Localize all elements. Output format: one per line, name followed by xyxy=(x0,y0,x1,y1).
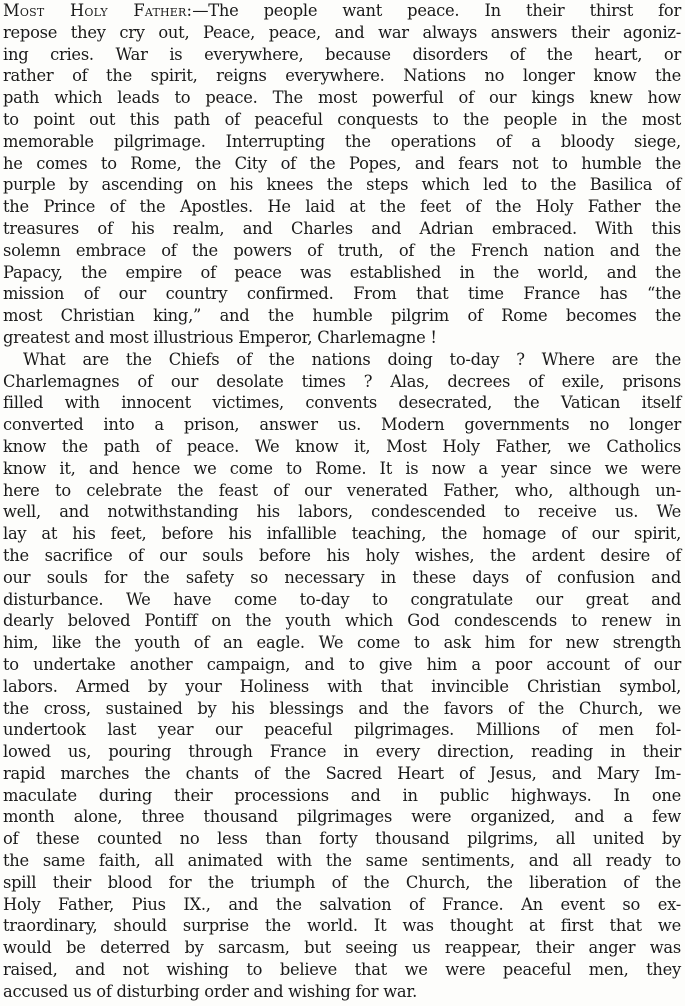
text-line: here to celebrate the feast of our venerated Father, who, although un- xyxy=(3,480,681,500)
text-line: ing cries. War is everywhere, because disorders of the heart, or xyxy=(3,44,681,64)
text-line: the cross, sustained by his blessings and the favors of the Church, we xyxy=(3,698,681,718)
text-line: What are the Chiefs of the nations doing to-day ? Where are the xyxy=(23,349,681,369)
text-line: greatest and most illustrious Emperor, Charlemagne ! xyxy=(3,327,437,347)
text-line: memorable pilgrimage. Interrupting the operations of a bloody siege, xyxy=(3,131,681,151)
text-line: he comes to Rome, the City of the Popes, and fears not to humble the xyxy=(3,153,681,173)
text-line: the sacrifice of our souls before his holy wishes, the ardent desire of xyxy=(3,545,681,565)
text-line: month alone, three thousand pilgrimages were organized, and a few xyxy=(3,807,681,827)
text-line: treasures of his realm, and Charles and Adrian embraced. With this xyxy=(3,218,681,238)
text-line: disturbance. We have come to-day to congratulate our great and xyxy=(3,589,681,609)
text-line: know it, and hence we come to Rome. It is now a year since we were xyxy=(3,458,681,478)
text-line: Charlemagnes of our desolate times ? Alas, decrees of exile, prisons xyxy=(3,371,681,391)
article-column xyxy=(3,0,681,1003)
text-line: rapid marches the chants of the Sacred Heart of Jesus, and Mary Im- xyxy=(3,763,681,783)
paragraph-1 xyxy=(3,0,681,349)
text-line: dearly beloved Pontiff on the youth which God condescends to renew in xyxy=(3,611,681,631)
text-line: spill their blood for the triumph of the Church, the liberation of the xyxy=(3,872,681,892)
text-line: of these counted no less than forty thousand pilgrims, all united by xyxy=(3,829,681,849)
text-line: solemn embrace of the powers of truth, of the French nation and the xyxy=(3,240,681,260)
text-line: converted into a prison, answer us. Modern governments no longer xyxy=(3,415,681,435)
text-line: traordinary, should surprise the world. It was thought at first that we xyxy=(3,916,681,936)
text-line: mission of our country confirmed. From that time France has “the xyxy=(3,284,681,304)
text-line: rather of the spirit, reigns everywhere. Nations no longer know the xyxy=(3,66,681,86)
text-line: purple by ascending on his knees the steps which led to the Basilica of xyxy=(3,175,681,195)
text-line: maculate during their processions and in public highways. In one xyxy=(3,785,681,805)
paragraph-2 xyxy=(3,349,681,1003)
text-line: the Prince of the Apostles. He laid at the feet of the Holy Father the xyxy=(3,197,681,217)
text-line: well, and notwithstanding his labors, condescended to receive us. We xyxy=(3,502,681,522)
salutation: Most Holy Father: xyxy=(3,1,193,20)
text-line xyxy=(3,0,681,22)
text-line: repose they cry out, Peace, peace, and war always answers their agoniz- xyxy=(3,22,681,42)
text-line: would be deterred by sarcasm, but seeing us reappear, their anger was xyxy=(3,938,681,958)
text-line: to point out this path of peaceful conquests to the people in the most xyxy=(3,109,681,129)
text-line: filled with innocent victimes, convents desecrated, the Vatican itself xyxy=(3,393,681,413)
text-line: Papacy, the empire of peace was established in the world, and the xyxy=(3,262,681,282)
line-text: —The people want peace. In their thirst for xyxy=(192,1,681,20)
text-line: raised, and not wishing to believe that we were peaceful men, they xyxy=(3,960,681,980)
text-line: most Christian king,” and the humble pilgrim of Rome becomes the xyxy=(3,306,681,326)
text-line: undertook last year our peaceful pilgrimages. Millions of men fol- xyxy=(3,720,681,740)
text-line: our souls for the safety so necessary in these days of confusion and xyxy=(3,567,681,587)
text-line: know the path of peace. We know it, Most Holy Father, we Catholics xyxy=(3,436,681,456)
text-line: Holy Father, Pius IX., and the salvation of France. An event so ex- xyxy=(3,894,681,914)
text-line: lay at his feet, before his infallible teaching, the homage of our spirit, xyxy=(3,524,681,544)
text-line: path which leads to peace. The most powerful of our kings knew how xyxy=(3,88,681,108)
text-line: lowed us, pouring through France in every direction, reading in their xyxy=(3,742,681,762)
text-line: the same faith, all animated with the same sentiments, and all ready to xyxy=(3,851,681,871)
text-line: accused us of disturbing order and wishing for war. xyxy=(3,981,418,1001)
text-line: to undertake another campaign, and to give him a poor account of our xyxy=(3,654,681,674)
text-line: him, like the youth of an eagle. We come to ask him for new strength xyxy=(3,633,681,653)
text-line: labors. Armed by your Holiness with that invincible Christian symbol, xyxy=(3,676,681,696)
